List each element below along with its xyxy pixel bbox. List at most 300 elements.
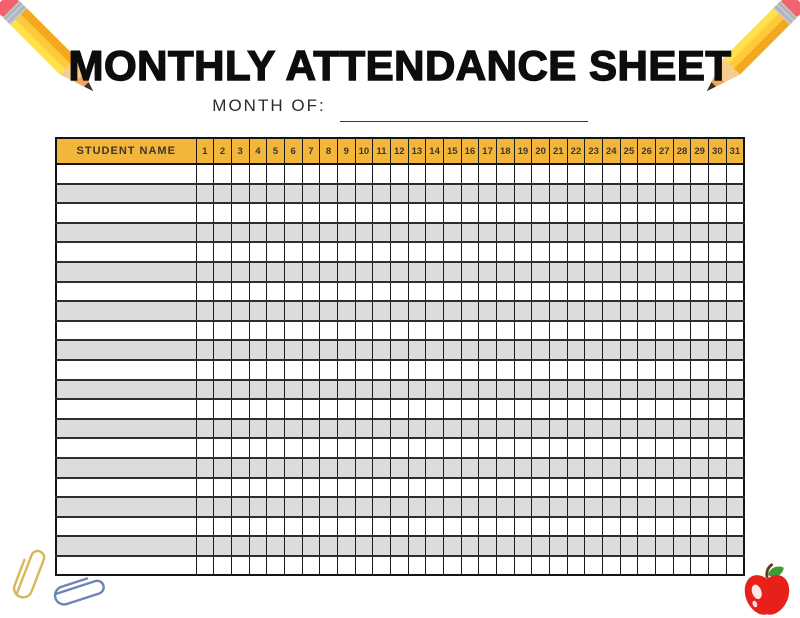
student-name-cell[interactable] [56,438,196,458]
attendance-cell[interactable] [426,301,444,321]
attendance-cell[interactable] [408,419,426,439]
attendance-cell[interactable] [320,340,338,360]
attendance-cell[interactable] [479,242,497,262]
attendance-cell[interactable] [585,340,603,360]
attendance-cell[interactable] [231,223,249,243]
attendance-cell[interactable] [337,556,355,576]
attendance-cell[interactable] [302,380,320,400]
attendance-cell[interactable] [620,517,638,537]
attendance-cell[interactable] [496,360,514,380]
attendance-cell[interactable] [390,438,408,458]
attendance-cell[interactable] [196,164,214,184]
attendance-cell[interactable] [320,497,338,517]
attendance-cell[interactable] [638,478,656,498]
attendance-cell[interactable] [567,458,585,478]
attendance-cell[interactable] [390,242,408,262]
attendance-cell[interactable] [373,556,391,576]
attendance-cell[interactable] [549,282,567,302]
attendance-cell[interactable] [284,517,302,537]
attendance-cell[interactable] [214,419,232,439]
attendance-cell[interactable] [337,438,355,458]
attendance-cell[interactable] [355,282,373,302]
attendance-cell[interactable] [390,556,408,576]
attendance-cell[interactable] [549,438,567,458]
attendance-cell[interactable] [426,321,444,341]
attendance-cell[interactable] [673,262,691,282]
attendance-cell[interactable] [479,164,497,184]
attendance-cell[interactable] [514,340,532,360]
attendance-cell[interactable] [532,301,550,321]
attendance-cell[interactable] [426,478,444,498]
attendance-cell[interactable] [390,497,408,517]
attendance-cell[interactable] [196,360,214,380]
attendance-cell[interactable] [461,301,479,321]
attendance-cell[interactable] [691,340,709,360]
attendance-cell[interactable] [408,242,426,262]
attendance-cell[interactable] [249,164,267,184]
attendance-cell[interactable] [214,399,232,419]
attendance-cell[interactable] [673,399,691,419]
attendance-cell[interactable] [426,360,444,380]
attendance-cell[interactable] [373,438,391,458]
attendance-cell[interactable] [585,399,603,419]
attendance-cell[interactable] [514,360,532,380]
attendance-cell[interactable] [390,399,408,419]
attendance-cell[interactable] [284,497,302,517]
attendance-cell[interactable] [320,164,338,184]
attendance-cell[interactable] [196,556,214,576]
attendance-cell[interactable] [443,340,461,360]
attendance-cell[interactable] [373,223,391,243]
attendance-cell[interactable] [549,517,567,537]
attendance-cell[interactable] [691,517,709,537]
attendance-cell[interactable] [602,301,620,321]
attendance-cell[interactable] [496,419,514,439]
attendance-cell[interactable] [602,340,620,360]
attendance-cell[interactable] [302,242,320,262]
attendance-cell[interactable] [532,419,550,439]
attendance-cell[interactable] [390,380,408,400]
attendance-cell[interactable] [337,399,355,419]
attendance-cell[interactable] [231,203,249,223]
attendance-cell[interactable] [585,478,603,498]
attendance-cell[interactable] [638,203,656,223]
attendance-cell[interactable] [479,380,497,400]
attendance-cell[interactable] [267,340,285,360]
attendance-cell[interactable] [355,321,373,341]
attendance-cell[interactable] [214,340,232,360]
attendance-cell[interactable] [549,321,567,341]
attendance-cell[interactable] [532,184,550,204]
attendance-cell[interactable] [461,282,479,302]
attendance-cell[interactable] [496,536,514,556]
attendance-cell[interactable] [390,340,408,360]
attendance-cell[interactable] [638,301,656,321]
attendance-cell[interactable] [355,517,373,537]
attendance-cell[interactable] [443,556,461,576]
attendance-cell[interactable] [602,419,620,439]
attendance-cell[interactable] [408,203,426,223]
attendance-cell[interactable] [585,517,603,537]
attendance-cell[interactable] [602,478,620,498]
attendance-cell[interactable] [638,536,656,556]
attendance-cell[interactable] [567,399,585,419]
attendance-cell[interactable] [620,360,638,380]
attendance-cell[interactable] [214,164,232,184]
attendance-cell[interactable] [231,164,249,184]
attendance-cell[interactable] [673,458,691,478]
attendance-cell[interactable] [708,556,726,576]
attendance-cell[interactable] [479,438,497,458]
attendance-cell[interactable] [655,556,673,576]
attendance-cell[interactable] [408,536,426,556]
attendance-cell[interactable] [355,301,373,321]
attendance-cell[interactable] [532,321,550,341]
attendance-cell[interactable] [479,556,497,576]
attendance-cell[interactable] [249,556,267,576]
attendance-cell[interactable] [673,203,691,223]
attendance-cell[interactable] [514,242,532,262]
attendance-cell[interactable] [673,301,691,321]
attendance-cell[interactable] [479,340,497,360]
attendance-cell[interactable] [708,301,726,321]
attendance-cell[interactable] [620,301,638,321]
attendance-cell[interactable] [691,262,709,282]
attendance-cell[interactable] [231,536,249,556]
attendance-cell[interactable] [249,262,267,282]
attendance-cell[interactable] [443,360,461,380]
student-name-cell[interactable] [56,360,196,380]
attendance-cell[interactable] [708,438,726,458]
attendance-cell[interactable] [373,282,391,302]
attendance-cell[interactable] [408,360,426,380]
attendance-cell[interactable] [408,478,426,498]
attendance-cell[interactable] [373,203,391,223]
attendance-cell[interactable] [620,321,638,341]
attendance-cell[interactable] [585,438,603,458]
attendance-cell[interactable] [726,497,744,517]
attendance-cell[interactable] [567,262,585,282]
attendance-cell[interactable] [249,360,267,380]
attendance-cell[interactable] [196,321,214,341]
attendance-cell[interactable] [567,164,585,184]
attendance-cell[interactable] [426,164,444,184]
attendance-cell[interactable] [620,184,638,204]
attendance-cell[interactable] [638,517,656,537]
attendance-cell[interactable] [514,301,532,321]
attendance-cell[interactable] [585,203,603,223]
attendance-cell[interactable] [214,478,232,498]
attendance-cell[interactable] [390,223,408,243]
attendance-cell[interactable] [638,399,656,419]
attendance-cell[interactable] [267,282,285,302]
attendance-cell[interactable] [443,478,461,498]
attendance-cell[interactable] [620,340,638,360]
attendance-cell[interactable] [496,223,514,243]
attendance-cell[interactable] [249,478,267,498]
attendance-cell[interactable] [514,478,532,498]
attendance-cell[interactable] [337,536,355,556]
attendance-cell[interactable] [214,184,232,204]
attendance-cell[interactable] [214,321,232,341]
attendance-cell[interactable] [532,399,550,419]
attendance-cell[interactable] [673,419,691,439]
attendance-cell[interactable] [214,497,232,517]
attendance-cell[interactable] [426,556,444,576]
attendance-cell[interactable] [443,242,461,262]
attendance-cell[interactable] [337,223,355,243]
attendance-cell[interactable] [532,478,550,498]
attendance-cell[interactable] [708,536,726,556]
attendance-cell[interactable] [585,184,603,204]
attendance-cell[interactable] [426,497,444,517]
attendance-cell[interactable] [302,282,320,302]
attendance-cell[interactable] [514,438,532,458]
student-name-cell[interactable] [56,458,196,478]
attendance-cell[interactable] [726,380,744,400]
attendance-cell[interactable] [532,438,550,458]
attendance-cell[interactable] [602,282,620,302]
attendance-cell[interactable] [196,242,214,262]
attendance-cell[interactable] [567,203,585,223]
attendance-cell[interactable] [514,223,532,243]
attendance-cell[interactable] [408,556,426,576]
attendance-cell[interactable] [655,340,673,360]
attendance-cell[interactable] [302,536,320,556]
attendance-cell[interactable] [479,301,497,321]
attendance-cell[interactable] [320,282,338,302]
attendance-cell[interactable] [708,478,726,498]
attendance-cell[interactable] [408,184,426,204]
attendance-cell[interactable] [249,242,267,262]
attendance-cell[interactable] [302,301,320,321]
attendance-cell[interactable] [514,497,532,517]
attendance-cell[interactable] [602,321,620,341]
attendance-cell[interactable] [267,497,285,517]
attendance-cell[interactable] [691,184,709,204]
attendance-cell[interactable] [514,419,532,439]
attendance-cell[interactable] [585,536,603,556]
attendance-cell[interactable] [320,380,338,400]
attendance-cell[interactable] [355,556,373,576]
attendance-cell[interactable] [443,203,461,223]
attendance-cell[interactable] [426,282,444,302]
student-name-cell[interactable] [56,340,196,360]
attendance-cell[interactable] [443,282,461,302]
attendance-cell[interactable] [496,262,514,282]
attendance-cell[interactable] [302,438,320,458]
attendance-cell[interactable] [655,164,673,184]
attendance-cell[interactable] [620,556,638,576]
attendance-cell[interactable] [461,360,479,380]
attendance-cell[interactable] [302,340,320,360]
attendance-cell[interactable] [408,497,426,517]
attendance-cell[interactable] [373,321,391,341]
attendance-cell[interactable] [408,282,426,302]
attendance-cell[interactable] [549,223,567,243]
attendance-cell[interactable] [337,360,355,380]
attendance-cell[interactable] [496,438,514,458]
attendance-cell[interactable] [726,438,744,458]
attendance-cell[interactable] [249,203,267,223]
student-name-cell[interactable] [56,399,196,419]
attendance-cell[interactable] [196,399,214,419]
attendance-cell[interactable] [691,223,709,243]
attendance-cell[interactable] [284,360,302,380]
attendance-cell[interactable] [320,321,338,341]
attendance-cell[interactable] [231,360,249,380]
attendance-cell[interactable] [267,458,285,478]
attendance-cell[interactable] [479,321,497,341]
attendance-cell[interactable] [496,497,514,517]
attendance-cell[interactable] [567,556,585,576]
attendance-cell[interactable] [284,203,302,223]
attendance-cell[interactable] [408,223,426,243]
attendance-cell[interactable] [585,164,603,184]
attendance-cell[interactable] [214,517,232,537]
attendance-cell[interactable] [443,399,461,419]
attendance-cell[interactable] [337,301,355,321]
attendance-cell[interactable] [302,458,320,478]
attendance-cell[interactable] [602,399,620,419]
attendance-cell[interactable] [691,478,709,498]
attendance-cell[interactable] [726,399,744,419]
attendance-cell[interactable] [355,478,373,498]
attendance-cell[interactable] [337,184,355,204]
attendance-cell[interactable] [638,458,656,478]
attendance-cell[interactable] [602,184,620,204]
attendance-cell[interactable] [320,184,338,204]
attendance-cell[interactable] [302,399,320,419]
attendance-cell[interactable] [496,301,514,321]
attendance-cell[interactable] [249,301,267,321]
attendance-cell[interactable] [461,184,479,204]
attendance-cell[interactable] [408,340,426,360]
attendance-cell[interactable] [585,360,603,380]
attendance-cell[interactable] [214,301,232,321]
attendance-cell[interactable] [302,262,320,282]
attendance-cell[interactable] [585,242,603,262]
student-name-cell[interactable] [56,536,196,556]
attendance-cell[interactable] [249,340,267,360]
attendance-cell[interactable] [461,399,479,419]
attendance-cell[interactable] [655,223,673,243]
attendance-cell[interactable] [549,458,567,478]
attendance-cell[interactable] [196,203,214,223]
attendance-cell[interactable] [549,380,567,400]
attendance-cell[interactable] [514,282,532,302]
attendance-cell[interactable] [602,517,620,537]
attendance-cell[interactable] [585,556,603,576]
attendance-cell[interactable] [390,458,408,478]
attendance-cell[interactable] [355,458,373,478]
attendance-cell[interactable] [355,536,373,556]
attendance-cell[interactable] [726,458,744,478]
attendance-cell[interactable] [691,282,709,302]
student-name-cell[interactable] [56,262,196,282]
attendance-cell[interactable] [355,262,373,282]
attendance-cell[interactable] [196,223,214,243]
attendance-cell[interactable] [496,399,514,419]
attendance-cell[interactable] [390,478,408,498]
attendance-cell[interactable] [284,301,302,321]
attendance-cell[interactable] [549,340,567,360]
attendance-cell[interactable] [708,242,726,262]
attendance-cell[interactable] [602,458,620,478]
attendance-cell[interactable] [231,438,249,458]
attendance-cell[interactable] [638,380,656,400]
attendance-cell[interactable] [655,478,673,498]
attendance-cell[interactable] [461,478,479,498]
attendance-cell[interactable] [567,184,585,204]
attendance-cell[interactable] [532,360,550,380]
attendance-cell[interactable] [673,556,691,576]
attendance-cell[interactable] [373,536,391,556]
attendance-cell[interactable] [479,282,497,302]
attendance-cell[interactable] [426,458,444,478]
attendance-cell[interactable] [726,536,744,556]
attendance-cell[interactable] [673,282,691,302]
attendance-cell[interactable] [320,438,338,458]
attendance-cell[interactable] [337,321,355,341]
attendance-cell[interactable] [638,438,656,458]
attendance-cell[interactable] [267,262,285,282]
attendance-cell[interactable] [373,340,391,360]
student-name-cell[interactable] [56,478,196,498]
attendance-cell[interactable] [337,517,355,537]
attendance-cell[interactable] [231,380,249,400]
attendance-cell[interactable] [337,419,355,439]
attendance-cell[interactable] [231,242,249,262]
attendance-cell[interactable] [620,399,638,419]
attendance-cell[interactable] [373,301,391,321]
attendance-cell[interactable] [461,380,479,400]
attendance-cell[interactable] [443,458,461,478]
attendance-cell[interactable] [443,438,461,458]
attendance-cell[interactable] [496,282,514,302]
attendance-cell[interactable] [691,360,709,380]
attendance-cell[interactable] [373,164,391,184]
attendance-cell[interactable] [655,184,673,204]
attendance-cell[interactable] [532,164,550,184]
attendance-cell[interactable] [302,556,320,576]
attendance-cell[interactable] [514,556,532,576]
attendance-cell[interactable] [691,556,709,576]
attendance-cell[interactable] [691,321,709,341]
attendance-cell[interactable] [496,184,514,204]
attendance-cell[interactable] [249,380,267,400]
attendance-cell[interactable] [673,497,691,517]
attendance-cell[interactable] [479,419,497,439]
attendance-cell[interactable] [355,242,373,262]
attendance-cell[interactable] [249,536,267,556]
attendance-cell[interactable] [373,380,391,400]
attendance-cell[interactable] [302,497,320,517]
student-name-cell[interactable] [56,164,196,184]
attendance-cell[interactable] [337,262,355,282]
attendance-cell[interactable] [214,380,232,400]
attendance-cell[interactable] [514,517,532,537]
attendance-cell[interactable] [443,380,461,400]
attendance-cell[interactable] [496,517,514,537]
attendance-cell[interactable] [479,497,497,517]
attendance-cell[interactable] [620,262,638,282]
attendance-cell[interactable] [620,282,638,302]
attendance-cell[interactable] [726,321,744,341]
attendance-cell[interactable] [673,380,691,400]
attendance-cell[interactable] [231,184,249,204]
attendance-cell[interactable] [337,282,355,302]
